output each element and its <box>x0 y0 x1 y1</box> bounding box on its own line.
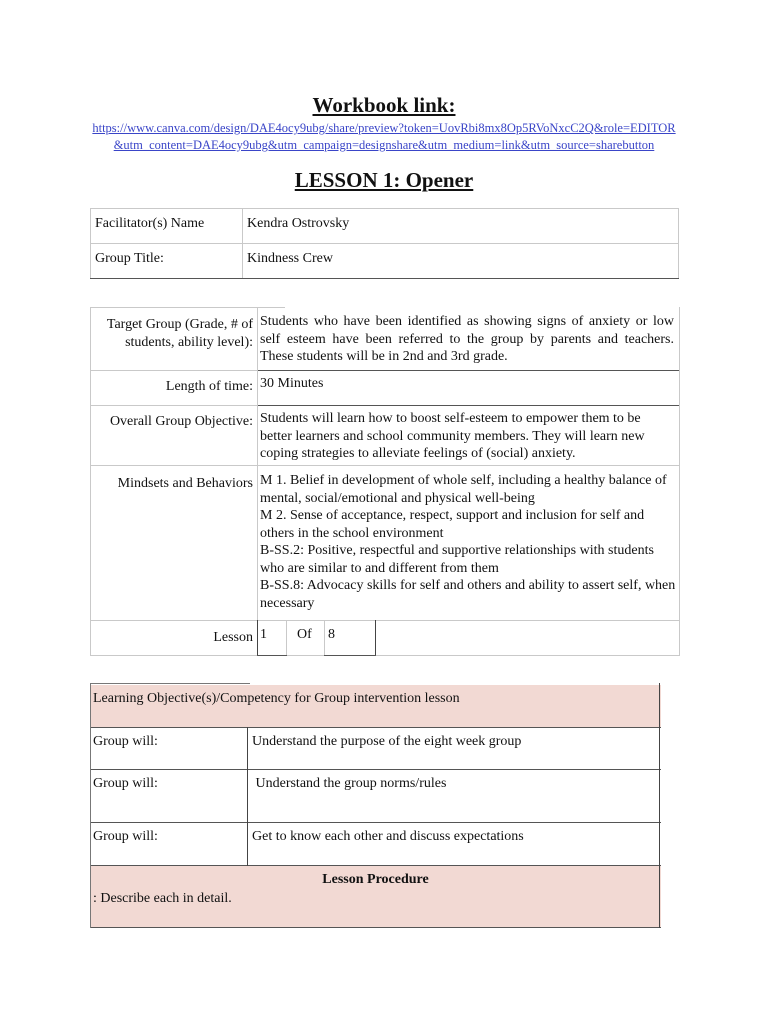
lesson-procedure-title: Lesson Procedure <box>322 872 429 887</box>
objectives-header: Learning Objective(s)/Competency for Group intervention lesson <box>93 691 460 706</box>
target-group-value: Students who have been identified as showing signs of anxiety or low self esteem have been referred to the group by parents and teachers. These students will be in 2nd and 3rd grade. <box>260 314 674 364</box>
workbook-link-line-1[interactable]: https://www.canva.com/design/DAE4ocy9ubg/share/preview?token=UovRbi8mx8Op5RVoNxcC2Q&role=EDITOR <box>92 121 676 135</box>
objective-row-1-value: Understand the purpose of the eight week group <box>252 734 522 749</box>
length-of-time-value: 30 Minutes <box>260 376 324 391</box>
facilitator-table <box>90 208 679 279</box>
group-objective-value: Students will learn how to boost self-esteem to empower them to be better learners and school community members. They will learn new coping strategies to alleviate feelings of (social) anxiety. <box>260 411 645 461</box>
objective-row-3-value: Get to know each other and discuss expectations <box>252 829 524 844</box>
workbook-title: Workbook link: <box>312 93 456 117</box>
group-details-table <box>90 307 679 657</box>
target-group-label-line1: Target Group (Grade, # of <box>106 317 253 332</box>
lesson-title: LESSON 1: Opener <box>294 168 474 192</box>
list-item: M 1. Belief in development of whole self, including a healthy balance of mental, social/emotional and physical well-being <box>260 473 667 506</box>
mindsets-list <box>260 472 676 612</box>
lesson-label: Lesson <box>213 630 253 645</box>
group-title-label: Group Title: <box>91 244 243 279</box>
workbook-link-line-2[interactable]: &utm_content=DAE4ocy9ubg&utm_campaign=designshare&utm_medium=link&utm_source=sharebutton <box>113 138 655 152</box>
table-row <box>91 209 679 244</box>
objective-row-1-label: Group will: <box>93 734 158 749</box>
table-row <box>91 244 679 279</box>
lesson-total: 8 <box>328 627 335 642</box>
objective-row-2-label: Group will: <box>93 776 158 791</box>
list-item: M 2. Sense of acceptance, respect, support and inclusion for self and others in the school environment <box>260 508 645 541</box>
facilitator-label: Facilitator(s) Name <box>91 209 243 244</box>
list-item: B-SS.2: Positive, respectful and supportive relationships with students who are similar to and different from them <box>260 543 654 576</box>
list-item: B-SS.8: Advocacy skills for self and others and ability to assert self, when necessary <box>260 578 676 611</box>
mindsets-label: Mindsets and Behaviors <box>117 476 253 491</box>
lesson-number: 1 <box>260 627 267 642</box>
target-group-label-line2: students, ability level): <box>125 334 253 350</box>
target-group-label <box>92 316 253 351</box>
objective-row-3-label: Group will: <box>93 829 158 844</box>
objective-row-2-value: Understand the group norms/rules <box>252 776 447 791</box>
length-of-time-label: Length of time: <box>165 379 253 394</box>
of-label: Of <box>297 627 312 642</box>
group-title-value: Kindness Crew <box>243 244 679 279</box>
learning-objectives-table <box>90 683 661 928</box>
lesson-procedure-note: : Describe each in detail. <box>93 891 232 906</box>
group-objective-label: Overall Group Objective: <box>109 414 253 429</box>
facilitator-value: Kendra Ostrovsky <box>243 209 679 244</box>
